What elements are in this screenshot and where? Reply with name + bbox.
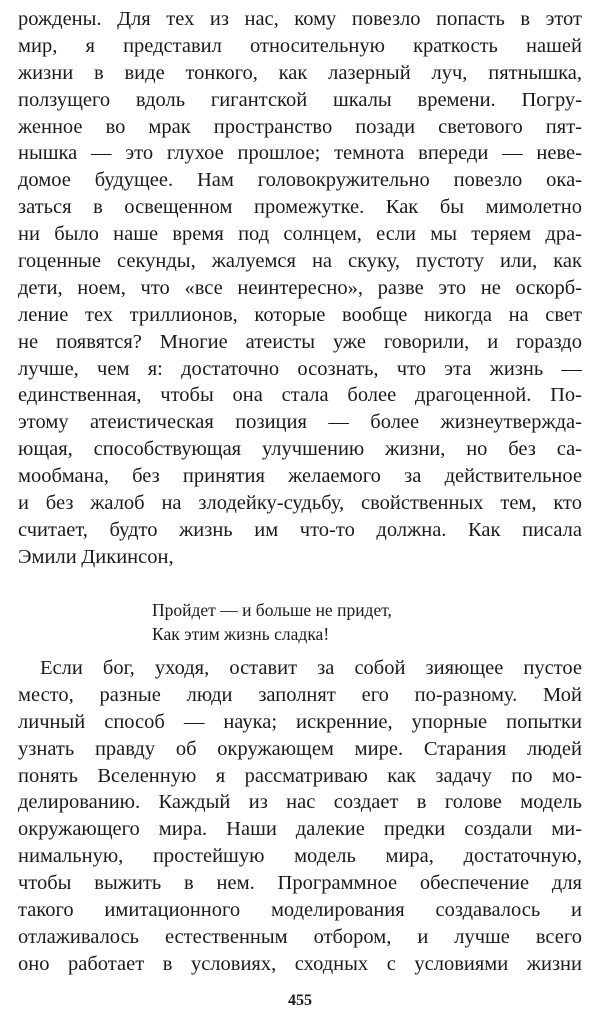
paragraph-line: и без жалоб на злодейку-судьбу, свойственных тем, кто — [18, 492, 582, 515]
paragraph-line: нышка — это глухое прошлое; темнота впереди — неве- — [18, 142, 582, 165]
paragraph-line: мир, я представил относительную краткость нашей — [18, 34, 582, 57]
paragraph-line: домое будущее. Нам головокружительно повезло ока- — [18, 169, 582, 192]
paragraph-line: считает, будто жизнь им что-то должна. Как писала — [18, 518, 582, 541]
paragraph-line: такого имитационного моделирования создавалось и — [18, 899, 582, 922]
paragraph-line: отлаживалось естественным отбором, и лучше всего — [18, 925, 582, 948]
paragraph-line: личный способ — наука; искренние, упорные попытки — [18, 710, 582, 733]
poem-quote — [152, 598, 392, 646]
paragraph-line: окружающего мира. Наши далекие предки создали ми- — [18, 818, 582, 841]
paragraph-line: жизни в виде тонкого, как лазерный луч, пятнышка, — [18, 61, 582, 84]
paragraph-line: лучше, чем я: достаточно осознать, что эта жизнь — — [18, 357, 582, 380]
paragraph-line: не появятся? Многие атеисты уже говорили, и гораздо — [18, 330, 582, 353]
paragraph-line: дети, ноем, что «все неинтересно», разве это не оскорб- — [18, 276, 582, 299]
paragraph-1 — [18, 6, 582, 571]
paragraph-line: оно работает в условиях, сходных с условиями жизни — [18, 952, 582, 975]
paragraph-line: мообмана, без принятия желаемого за действительное — [18, 465, 582, 488]
paragraph-line: ни было наше время под солнцем, если мы теряем дра- — [18, 223, 582, 246]
paragraph-2 — [18, 655, 582, 978]
paragraph-line: нимальную, простейшую модель мира, достаточную, — [18, 845, 582, 868]
page-number: 455 — [288, 992, 312, 1009]
paragraph-line: ползущего вдоль гигантской шкалы времени. Погру- — [18, 88, 582, 111]
poem-line: Как этим жизнь сладка! — [152, 624, 330, 644]
paragraph-line: чтобы выжить в нем. Программное обеспечение для — [18, 872, 582, 895]
paragraph-line: ление тех триллионов, которые вообще никогда на свет — [18, 303, 582, 326]
paragraph-line: Эмили Дикинсон, — [18, 545, 174, 568]
paragraph-line: этому атеистическая позиция — более жизнеутвержда- — [18, 411, 582, 434]
paragraph-line: ющая, способствующая улучшению жизни, но без са- — [18, 438, 582, 461]
paragraph-line: гоценные секунды, жалуемся на скуку, пустоту или, как — [18, 250, 582, 273]
poem-line: Пройдет — и больше не придет, — [152, 600, 392, 620]
paragraph-line: понять Вселенную я рассматриваю как задачу по мо- — [18, 764, 582, 787]
paragraph-line: делированию. Каждый из нас создает в голове модель — [18, 791, 582, 814]
paragraph-line: место, разные люди заполнят его по-разному. Мой — [18, 683, 582, 706]
paragraph-line: женное во мрак пространство позади светового пят- — [18, 115, 582, 138]
paragraph-line: узнать правду об окружающем мире. Старания людей — [18, 737, 582, 760]
paragraph-line: заться в освещенном промежутке. Как бы мимолетно — [18, 196, 582, 219]
paragraph-line: рождены. Для тех из нас, кому повезло попасть в этот — [18, 8, 582, 30]
paragraph-line: единственная, чтобы она стала более драгоценной. По- — [18, 384, 582, 407]
paragraph-line: Если бог, уходя, оставит за собой зияющее пустое — [40, 657, 582, 679]
